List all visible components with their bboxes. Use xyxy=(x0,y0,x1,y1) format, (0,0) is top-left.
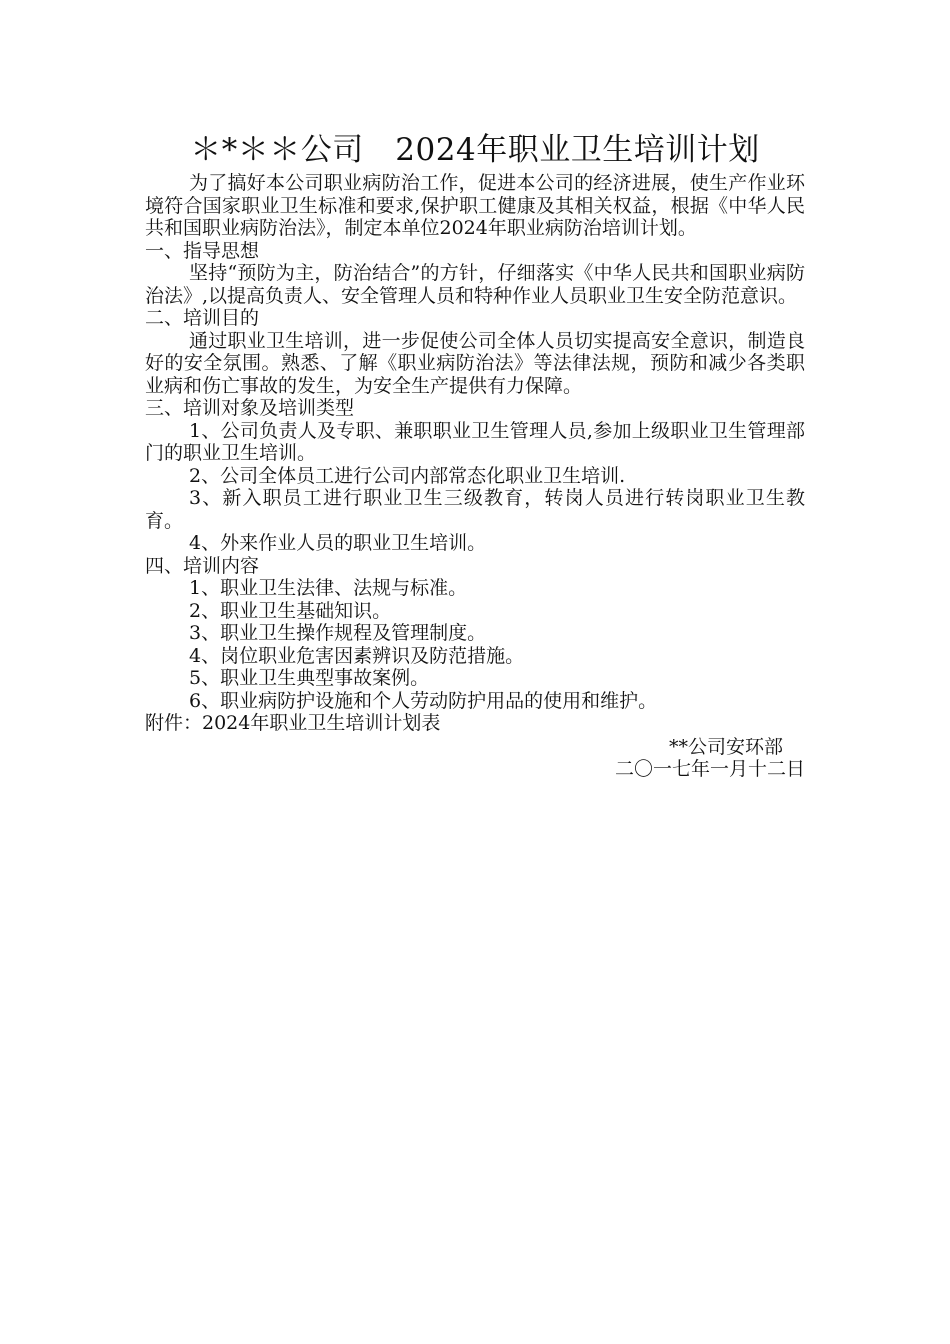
list-item: 3、新入职员工进行职业卫生三级教育，转岗人员进行转岗职业卫生教育。 xyxy=(145,487,805,532)
list-item: 5、职业卫生典型事故案例。 xyxy=(189,667,430,689)
section-paragraph: 坚持“预防为主，防治结合”的方针，仔细落实《中华人民共和国职业病防治法》,以提高负责人、安全管理人员和特种作业人员职业卫生安全防范意识。 xyxy=(145,262,805,307)
signature-date: 二〇一七年一月十二日 xyxy=(614,758,805,780)
list-item: 1、公司负责人及专职、兼职职业卫生管理人员,参加上级职业卫生管理部门的职业卫生培训。 xyxy=(145,419,805,464)
list-item: 4、外来作业人员的职业卫生培训。 xyxy=(189,532,487,554)
section-paragraph: 通过职业卫生培训，进一步促使公司全体人员切实提高安全意识，制造良好的安全氛围。熟悉、了解《职业病防治法》等法律法规，预防和减少各类职业病和伤亡事故的发生，为安全生产提供有力保障。 xyxy=(145,329,805,397)
section-heading: 四、培训内容 xyxy=(145,554,260,577)
document-title: ＊*＊＊公司 2024年职业卫生培训计划 xyxy=(190,132,760,168)
section-heading: 三、培训对象及培训类型 xyxy=(145,397,355,419)
section-training-purpose xyxy=(145,307,805,397)
intro-paragraph: 为了搞好本公司职业病防治工作，促进本公司的经济进展，使生产作业环境符合国家职业卫生标准和要求,保护职工健康及其相关权益，根据《中华人民共和国职业病防治法》，制定本单位2024年职业病防治培训计划。 xyxy=(145,172,805,239)
list-item: 6、职业病防护设施和个人劳动防护用品的使用和维护。 xyxy=(189,689,658,712)
section-heading: 二、培训目的 xyxy=(145,307,260,329)
signature-department: **公司安环部 xyxy=(668,735,783,758)
attachment-note: 附件：2024年职业卫生培训计划表 xyxy=(145,712,441,734)
section-training-content xyxy=(145,555,805,713)
list-item: 3、职业卫生操作规程及管理制度。 xyxy=(189,622,487,644)
list-item: 1、职业卫生法律、法规与标准。 xyxy=(189,577,468,599)
document-body xyxy=(145,128,805,781)
list-item: 2、公司全体员工进行公司内部常态化职业卫生培训. xyxy=(189,464,626,487)
section-guiding-ideology xyxy=(145,240,805,308)
list-item: 4、岗位职业危害因素辨识及防范措施。 xyxy=(189,644,525,667)
section-training-targets xyxy=(145,397,805,555)
section-heading: 一、指导思想 xyxy=(145,239,260,262)
list-item: 2、职业卫生基础知识。 xyxy=(189,599,392,622)
